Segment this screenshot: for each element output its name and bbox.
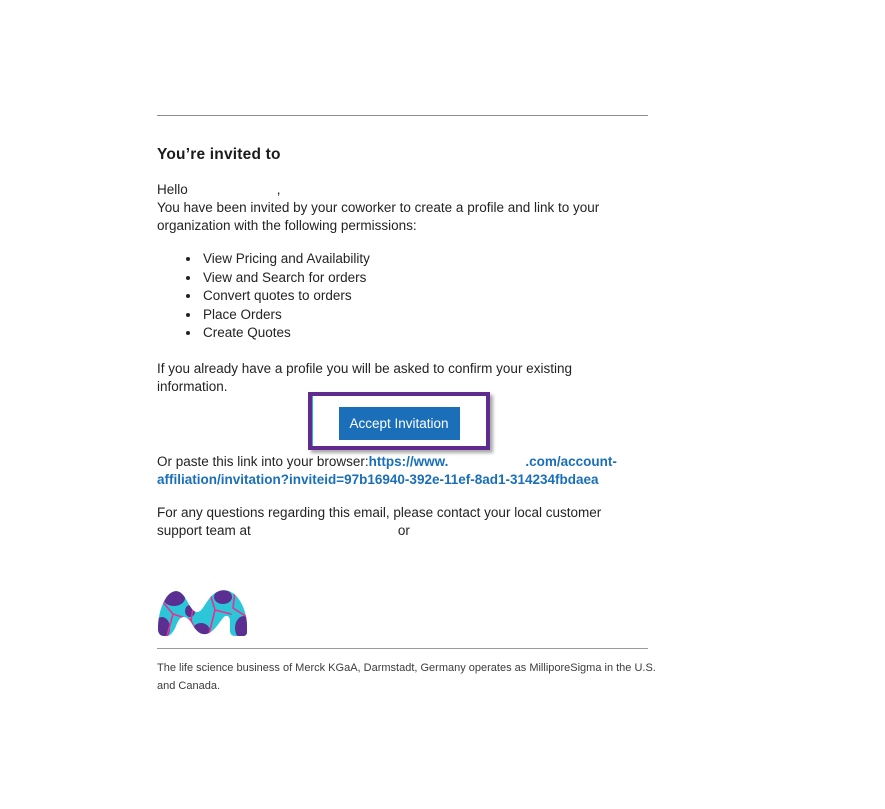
greeting-line — [157, 181, 648, 199]
invitation-link-continued[interactable]: affiliation/invitation?inviteid=97b16940-392e-11ef-8ad1-314234fbdaea — [157, 471, 599, 487]
milliporesigma-m-logo — [157, 590, 248, 636]
top-divider — [157, 115, 648, 116]
confirm-line-1: If you already have a profile you will be asked to confirm your existing — [157, 360, 572, 376]
intro-line-1: You have been invited by your coworker to create a profile and link to your — [157, 200, 600, 215]
permission-item: • View Pricing and Availability — [201, 250, 648, 269]
footer-line-2: and Canada. — [157, 679, 220, 692]
link-paragraph — [157, 453, 648, 489]
invitation-link-path[interactable]: .com/account- — [525, 453, 617, 469]
permission-item: • Convert quotes to orders — [201, 287, 648, 306]
support-or: or — [397, 522, 410, 538]
permission-item: • View and Search for orders — [201, 269, 648, 288]
vibrant-m-icon — [157, 590, 248, 636]
permission-item: • Place Orders — [201, 306, 648, 325]
greeting-comma: , — [276, 182, 281, 197]
email-body — [157, 115, 656, 695]
invitation-link[interactable] — [369, 454, 617, 469]
click-highlight-box — [308, 392, 490, 450]
link-instruction: Or paste this link into your browser: — [157, 453, 369, 469]
support-paragraph — [157, 504, 648, 540]
redacted-contact — [251, 534, 398, 535]
footer-divider — [157, 648, 648, 649]
redacted-domain — [448, 465, 525, 466]
accept-invitation-button[interactable]: Accept Invitation — [339, 407, 460, 440]
confirm-line-2: information. — [157, 378, 228, 394]
confirm-paragraph — [157, 360, 648, 396]
footer-disclaimer — [157, 659, 656, 695]
redacted-name — [188, 193, 277, 194]
link-line-1 — [157, 453, 648, 471]
email-heading: You’re invited to — [157, 146, 281, 163]
link-line-2 — [157, 471, 648, 489]
support-line-1: For any questions regarding this email, please contact your local customer — [157, 504, 602, 520]
intro-line-2: organization with the following permissions: — [157, 218, 417, 233]
footer-line-1: The life science business of Merck KGaA, Darmstadt, Germany operates as MilliporeSigma in the U.S. — [157, 661, 656, 674]
support-line-2 — [157, 522, 648, 540]
greeting-text: Hello — [157, 182, 188, 197]
permission-item: • Create Quotes — [201, 324, 648, 343]
support-prefix: support team at — [157, 522, 251, 538]
greeting-paragraph — [157, 181, 648, 235]
invitation-link-scheme[interactable]: https://www. — [368, 453, 449, 469]
permissions-list — [157, 250, 648, 343]
